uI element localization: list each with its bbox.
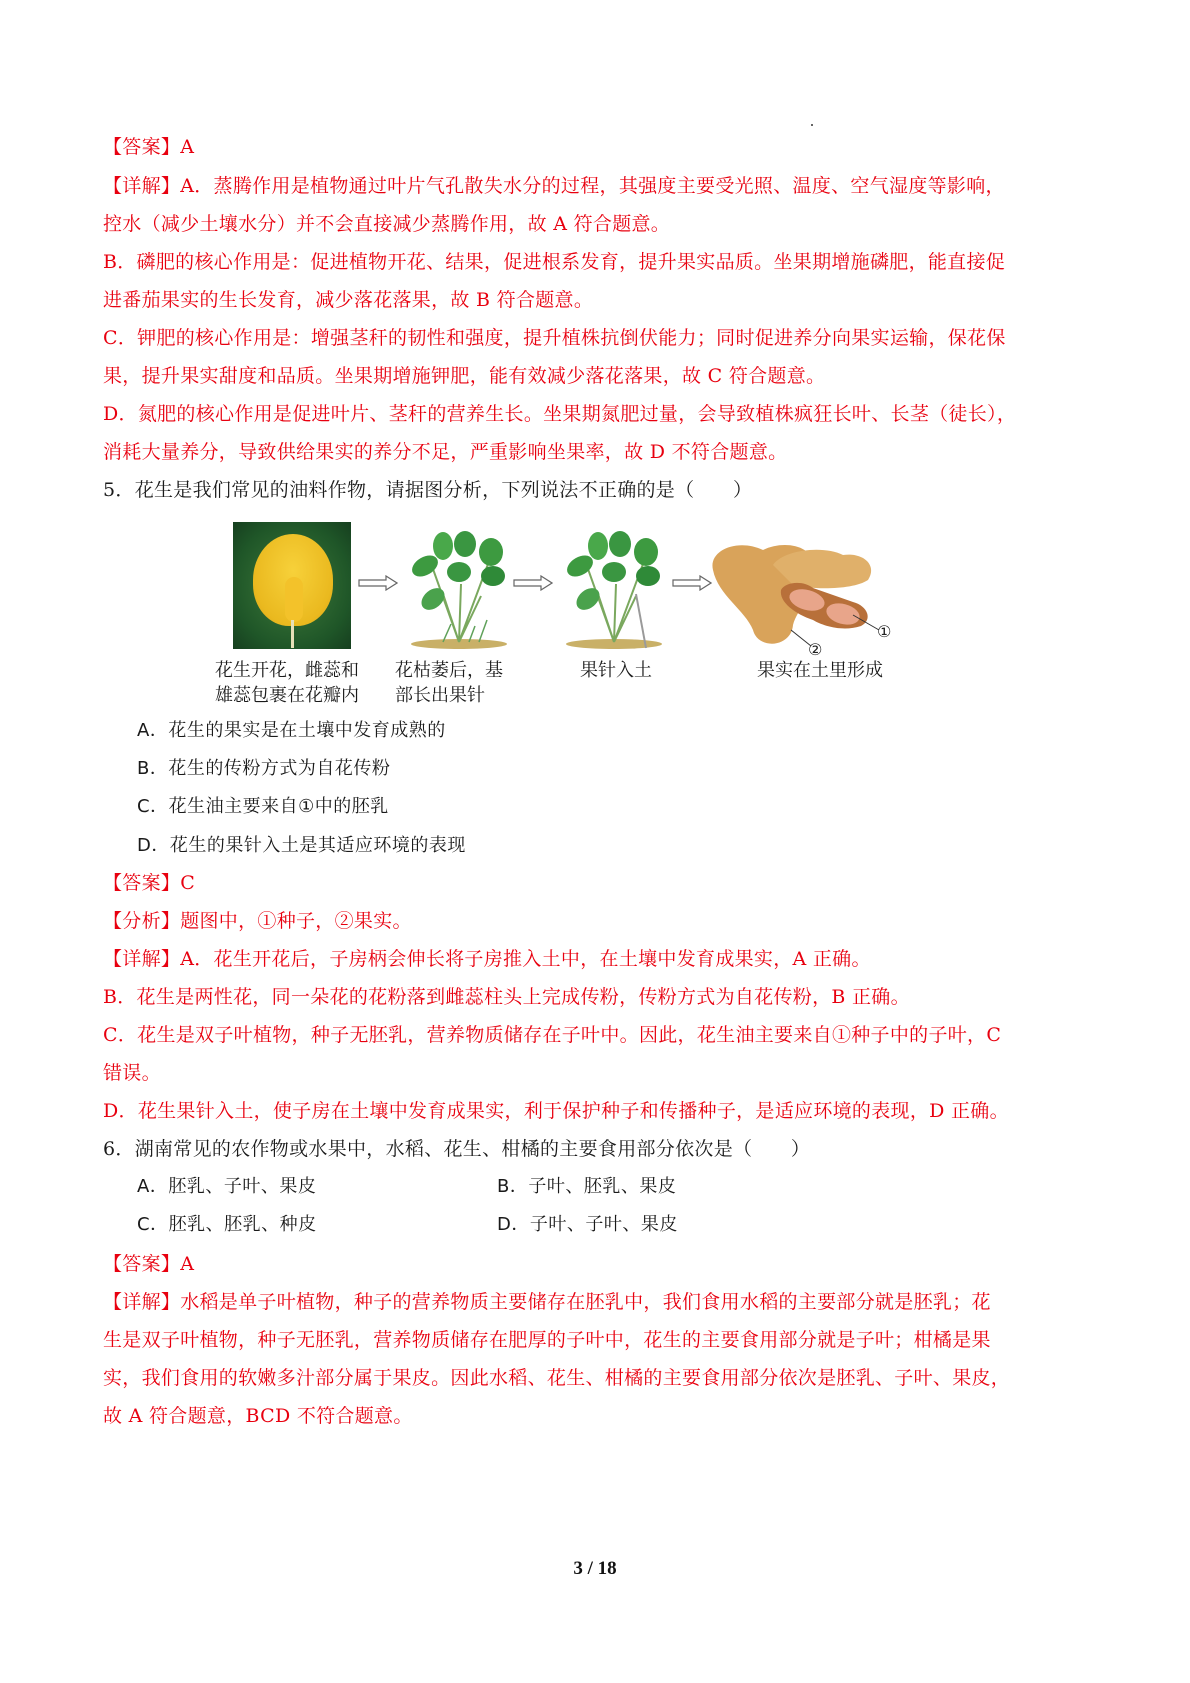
caption-peg-soil: 果针入土 xyxy=(580,660,652,681)
q6-option-b: B．子叶、胚乳、果皮 xyxy=(497,1176,677,1197)
q5-option-d: D．花生的果针入土是其适应环境的表现 xyxy=(137,835,466,856)
q4-detail-line: 【详解】A．蒸腾作用是植物通过叶片气孔散失水分的过程，其强度主要受光照、温度、空气湿度等影响， xyxy=(103,175,1005,197)
caption-fruit-formed: 果实在土里形成 xyxy=(757,660,883,681)
q5-detail-line: C．花生是双子叶植物，种子无胚乳，营养物质储存在子叶中。因此，花生油主要来自①种子中的子叶，C xyxy=(103,1024,1002,1046)
q5-answer: 【答案】C xyxy=(103,872,196,894)
q4-detail-line: 消耗大量养分，导致供给果实的养分不足，严重影响坐果率，故 D 不符合题意。 xyxy=(103,441,788,463)
caption-peg-growth: 花枯萎后，基 部长出果针 xyxy=(395,660,503,706)
label-1-seed: ① xyxy=(877,622,892,641)
q4-detail-line: 控水（减少土壤水分）并不会直接减少蒸腾作用，故 A 符合题意。 xyxy=(103,213,671,235)
peanut-figure xyxy=(215,518,955,708)
q4-detail-line: D．氮肥的核心作用是促进叶片、茎秆的营养生长。坐果期氮肥过量，会导致植株疯狂长叶、长茎（徒长）， xyxy=(103,403,1017,425)
q6-detail-line: 实，我们食用的软嫩多汁部分属于果皮。因此水稻、花生、柑橘的主要食用部分依次是胚乳、子叶、果皮， xyxy=(103,1367,1011,1389)
q5-detail-line: D．花生果针入土，使子房在土壤中发育成果实，利于保护种子和传播种子，是适应环境的表现，D 正确。 xyxy=(103,1100,1009,1122)
q5-stem: 5．花生是我们常见的油料作物，请据图分析，下列说法不正确的是（ ） xyxy=(103,479,753,501)
q6-option-c: C．胚乳、胚乳、种皮 xyxy=(137,1214,317,1235)
arrow-right-icon xyxy=(513,575,553,591)
q6-detail-line: 【详解】水稻是单子叶植物，种子的营养物质主要储存在胚乳中，我们食用水稻的主要部分就是胚乳；花 xyxy=(103,1291,991,1313)
q4-detail-line: 进番茄果实的生长发育，减少落花落果，故 B 符合题意。 xyxy=(103,289,594,311)
q5-detail-line: 【详解】A．花生开花后，子房柄会伸长将子房推入土中，在土壤中发育成果实，A 正确。 xyxy=(103,948,871,970)
q4-detail-line: B．磷肥的核心作用是：促进植物开花、结果，促进根系发育，提升果实品质。坐果期增施磷肥，能直接促 xyxy=(103,251,1006,273)
q6-detail-line: 生是双子叶植物，种子无胚乳，营养物质储存在肥厚的子叶中，花生的主要食用部分就是子叶；柑橘是果 xyxy=(103,1329,991,1351)
q4-detail-line: 果，提升果实甜度和品质。坐果期增施钾肥，能有效减少落花落果，故 C 符合题意。 xyxy=(103,365,826,387)
q4-answer: 【答案】A xyxy=(103,136,195,158)
peanut-plant-peg-illustration xyxy=(558,524,670,654)
flower-photo xyxy=(233,522,351,649)
page-number: 3 / 18 xyxy=(573,1558,617,1579)
q5-detail-line: B．花生是两性花，同一朵花的花粉落到雌蕊柱头上完成传粉，传粉方式为自花传粉，B 正确。 xyxy=(103,986,910,1008)
caption-flowering: 花生开花，雌蕊和 雄蕊包裹在花瓣内 xyxy=(215,660,359,706)
q6-answer: 【答案】A xyxy=(103,1253,195,1275)
q6-stem: 6．湖南常见的农作物或水果中，水稻、花生、柑橘的主要食用部分依次是（ ） xyxy=(103,1138,811,1160)
q6-option-a: A．胚乳、子叶、果皮 xyxy=(137,1176,317,1197)
q5-analysis: 【分析】题图中，①种子，②果实。 xyxy=(103,910,412,932)
peanut-plant-illustration xyxy=(403,524,515,652)
q5-detail-line: 错误。 xyxy=(103,1062,161,1084)
stray-dot xyxy=(811,124,813,126)
label-2-fruit: ② xyxy=(808,640,823,659)
arrow-right-icon xyxy=(358,575,398,591)
q6-detail-line: 故 A 符合题意，BCD 不符合题意。 xyxy=(103,1405,413,1427)
q5-option-a: A．花生的果实是在土壤中发育成熟的 xyxy=(137,720,446,741)
q4-detail-line: C．钾肥的核心作用是：增强茎秆的韧性和强度，提升植株抗倒伏能力；同时促进养分向果实运输，保花保 xyxy=(103,327,1006,349)
q5-option-b: B．花生的传粉方式为自花传粉 xyxy=(137,758,391,779)
q5-option-c: C．花生油主要来自①中的胚乳 xyxy=(137,796,389,817)
q6-option-d: D．子叶、子叶、果皮 xyxy=(497,1214,678,1235)
